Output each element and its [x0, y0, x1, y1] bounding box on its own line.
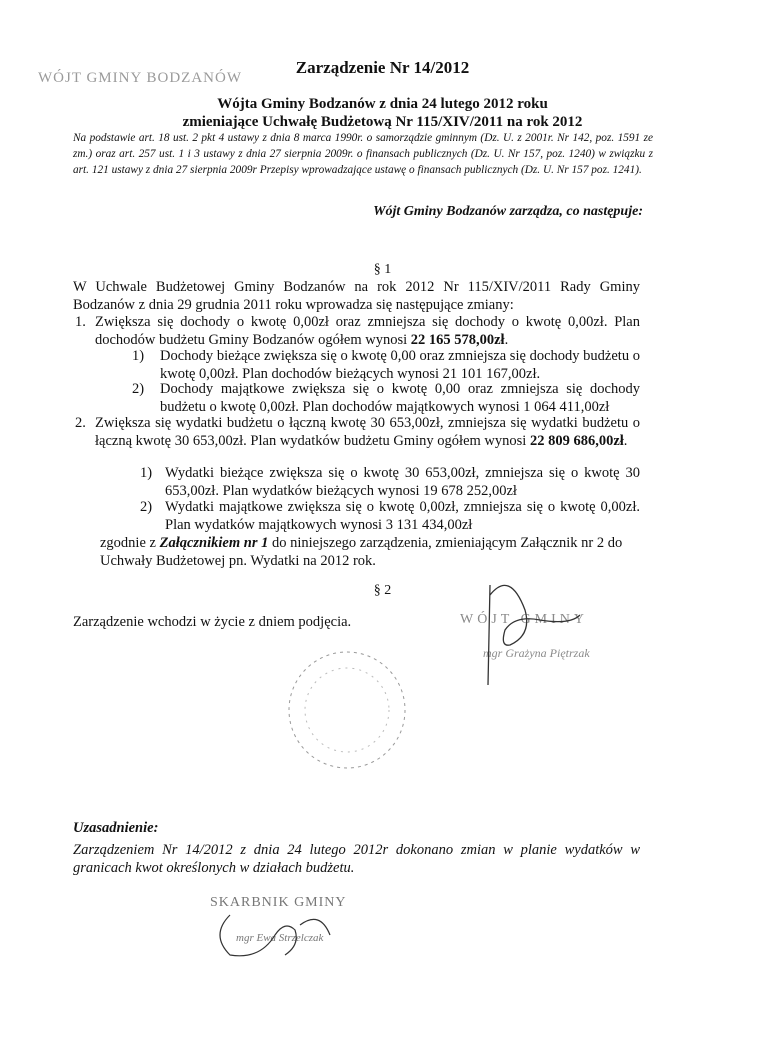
- enacting-formula: Wójt Gminy Bodzanów zarządza, co następuje:: [373, 204, 643, 219]
- item-2-end: .: [623, 432, 628, 449]
- closing-post: do niniejszego zarządzenia, zmieniającym Załącznik nr 2 do Uchwały Budżetowej pn. Wydatki na 2012 rok.: [100, 535, 623, 569]
- wojt-signature-stamp: WÓJT GMINY: [460, 612, 589, 627]
- justification-text: Zarządzeniem Nr 14/2012 z dnia 24 lutego 2012r dokonano zmian w planie wydatków w granicach kwot określonych w działach budżetu.: [73, 842, 640, 876]
- legal-basis: Na podstawie art. 18 ust. 2 pkt 4 ustawy z dnia 8 marca 1990r. o samorządzie gminnym (Dz. U. z 2001r. Nr 142, poz. 1591 ze zm.) oraz art. 257 ust. 1 i 3 ustawy z dnia 27 sierpnia 2009r. o finansach publicznych (Dz. U. Nr 157, poz. 1240) w związku z art. 121 ustawy z dnia 27 sierpnia 2009r Przepisy wprowadzające ustawę o finansach publicznych (Dz. U. Nr 157 poz. 1241).: [73, 132, 653, 176]
- section-1-closing: [100, 535, 645, 570]
- item-1-text: Zwiększa się dochody o kwotę 0,00zł oraz zmniejsza się dochody o kwotę 0,00zł. Plan dochodów budżetu Gminy Bodzanów ogółem wynosi: [95, 314, 640, 348]
- round-seal: [282, 645, 412, 775]
- treasurer-name: mgr Ewa Strzelczak: [236, 932, 324, 944]
- treasurer-stamp: SKARBNIK GMINY: [210, 895, 347, 910]
- document-title: Zarządzenie Nr 14/2012: [295, 58, 470, 77]
- item-2-sub-1: Wydatki bieżące zwiększa się o kwotę 30 653,00zł, zmniejsza się o kwotę 30 653,00zł. Plan wydatków bieżących wynosi 19 678 252,00zł: [165, 465, 640, 499]
- item-1-sub-1-number: 1): [132, 348, 145, 364]
- item-1-sub-2-number: 2): [132, 381, 145, 397]
- section-1-intro: W Uchwale Budżetowej Gminy Bodzanów na rok 2012 Nr 115/XIV/2011 Rady Gminy Bodzanów z dnia 29 grudnia 2011 roku wprowadza się następujące zmiany:: [73, 279, 640, 313]
- item-1: [95, 314, 640, 349]
- item-2-sub-2-number: 2): [140, 499, 153, 515]
- justification-heading: Uzasadnienie:: [73, 820, 159, 836]
- item-1-sub-1: Dochody bieżące zwiększa się o kwotę 0,00 oraz zmniejsza się dochody budżetu o kwotę 0,00zł. Plan dochodów bieżących wynosi 21 101 167,00zł.: [160, 348, 640, 382]
- closing-pre: zgodnie z: [100, 535, 156, 551]
- item-1-sub-2: Dochody majątkowe zwiększa się o kwotę 0,00 oraz zmniejsza się dochody budżetu o kwotę 0,00zł. Plan dochodów majątkowych wynosi 1 064 411,00zł: [160, 381, 640, 415]
- wojt-handwritten-signature: [470, 575, 610, 695]
- closing-attachment: Załącznikiem nr 1: [159, 535, 269, 551]
- document-subtitle-line2: zmieniające Uchwałę Budżetową Nr 115/XIV/2011 na rok 2012: [182, 114, 583, 130]
- section-2-text: Zarządzenie wchodzi w życie z dniem podjęcia.: [73, 614, 352, 630]
- item-2-sub-2: Wydatki majątkowe zwiększa się o kwotę 0,00zł, zmniejsza się o kwotę 0,00zł. Plan wydatków majątkowych wynosi 3 131 434,00zł: [165, 499, 640, 533]
- document-subtitle-line1: Wójta Gminy Bodzanów z dnia 24 lutego 2012 roku: [217, 96, 548, 112]
- item-2-sub-1-number: 1): [140, 465, 153, 481]
- office-stamp: WÓJT GMINY BODZANÓW: [38, 70, 242, 86]
- item-2-amount: 22 809 686,00zł: [529, 432, 624, 449]
- item-2-number: 2.: [75, 415, 86, 431]
- item-1-amount: 22 165 578,00zł: [410, 331, 505, 348]
- section-1-mark: § 1: [373, 262, 392, 277]
- item-1-end: .: [504, 331, 509, 348]
- item-1-number: 1.: [75, 314, 86, 330]
- item-2: [95, 415, 640, 450]
- section-2-mark: § 2: [373, 583, 392, 598]
- wojt-signature-name: mgr Grażyna Piętrzak: [483, 646, 590, 660]
- item-2-text: Zwiększa się wydatki budżetu o łączną kwotę 30 653,00zł, zmniejsza się wydatki budżetu o łączną kwotę 30 653,00zł. Plan wydatków budżetu Gminy ogółem wynosi: [95, 415, 640, 449]
- treasurer-handwritten-signature: [200, 905, 350, 965]
